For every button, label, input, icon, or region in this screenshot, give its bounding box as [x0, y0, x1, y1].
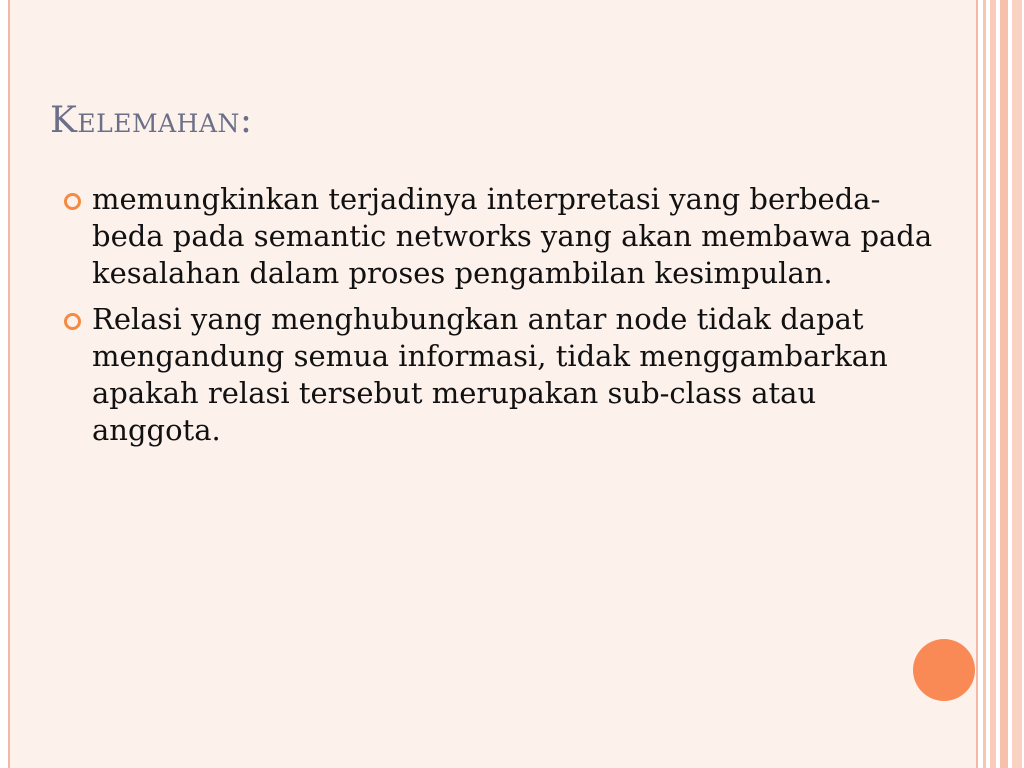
right-stripe [1012, 0, 1022, 768]
decorative-orange-circle [913, 639, 975, 701]
bullet-list [62, 181, 942, 458]
right-stripe [976, 0, 978, 768]
bullet-circle-icon [64, 193, 81, 210]
bullet-item [62, 181, 942, 292]
right-stripe [983, 0, 986, 768]
bullet-item [62, 301, 942, 449]
slide-title: Kelemahan: [50, 100, 253, 141]
right-stripe [1000, 0, 1008, 768]
right-stripe [990, 0, 996, 768]
bullet-text: Relasi yang menghubungkan antar node tidak dapat mengandung semua informasi, tidak menggambarkan apakah relasi tersebut merupakan sub-class atau anggota. [92, 302, 888, 447]
bullet-circle-icon [64, 313, 81, 330]
bullet-text: memungkinkan terjadinya interpretasi yang berbeda-beda pada semantic networks yang akan membawa pada kesalahan dalam proses pengambilan kesimpulan. [92, 182, 933, 290]
